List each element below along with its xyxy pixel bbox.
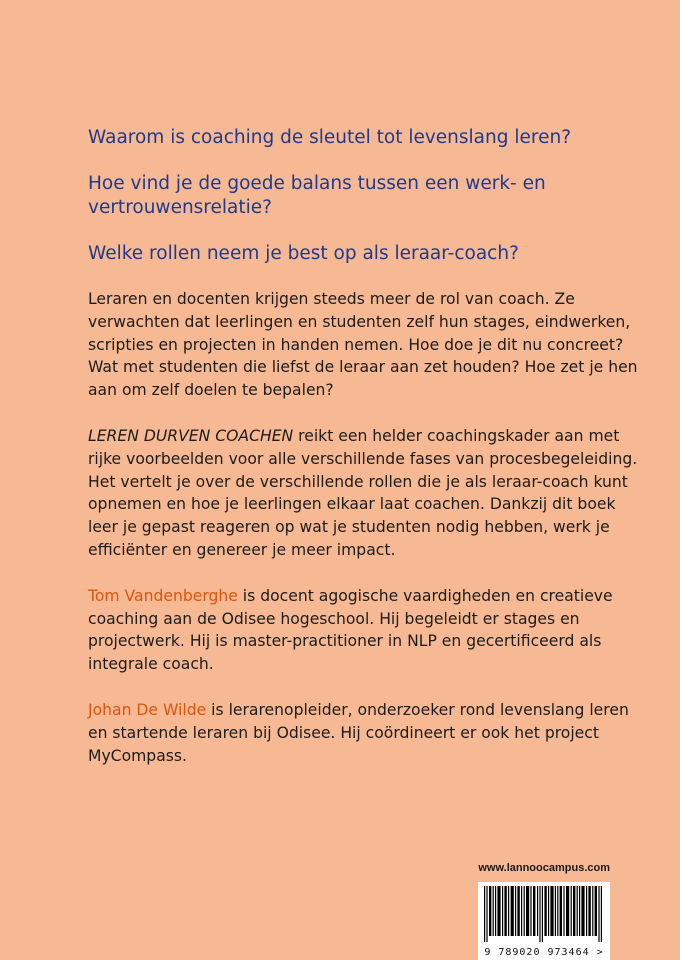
question-3: Welke rollen neem je best op als leraar-coach?	[88, 243, 519, 264]
back-cover-text	[88, 126, 648, 767]
book-title: LEREN DURVEN COACHEN	[88, 426, 294, 445]
intro-paragraph: Leraren en docenten krijgen steeds meer de rol van coach. Ze verwachten dat leerlingen en studenten zelf hun stages, eindwerken, scripties en projecten in handen nemen. Hoe doe je dit nu concreet? Wat met studenten die liefst de leraar aan zet houden? Hoe zet je hen aan om zelf doelen te bepalen?	[88, 290, 638, 400]
body-text	[88, 288, 648, 767]
question-1: Waarom is coaching de sleutel tot levenslang leren?	[88, 127, 572, 148]
question-2: Hoe vind je de goede balans tussen een werk- en vertrouwensrelatie?	[88, 173, 546, 218]
barcode-number: 9 789020 973464 >	[484, 947, 604, 958]
author-1-name: Tom Vandenberghe	[88, 586, 238, 605]
questions	[88, 126, 648, 266]
book-paragraph	[88, 425, 648, 562]
publisher-url: www.lannoocampus.com	[478, 862, 610, 874]
book-description: reikt een helder coachingskader aan met rijke voorbeelden voor alle verschillende fases van procesbegeleiding. Het vertelt je over de verschillende rollen die je als leraar-coach kunt opnemen en hoe je leerlingen elkaar laat coachen. Dankzij dit boek leer je gepast reageren op wat je studenten nodig hebben, werk je efficiënter en genereer je meer impact.	[88, 426, 638, 559]
author-2-bio: is lerarenopleider, onderzoeker rond levenslang leren en startende leraren bij Odisee. Hij coördineert er ook het project MyCompass.	[88, 700, 629, 765]
author-1-bio: is docent agogische vaardigheden en creatieve coaching aan de Odisee hogeschool. Hij begeleidt er stages en projectwerk. Hij is master-practitioner in NLP en gecertificeerd als integrale coach.	[88, 586, 613, 674]
author-1-paragraph	[88, 585, 648, 676]
author-2-name: Johan De Wilde	[88, 700, 207, 719]
barcode-bars	[484, 886, 604, 942]
isbn-barcode	[478, 882, 610, 960]
author-2-paragraph	[88, 699, 648, 767]
